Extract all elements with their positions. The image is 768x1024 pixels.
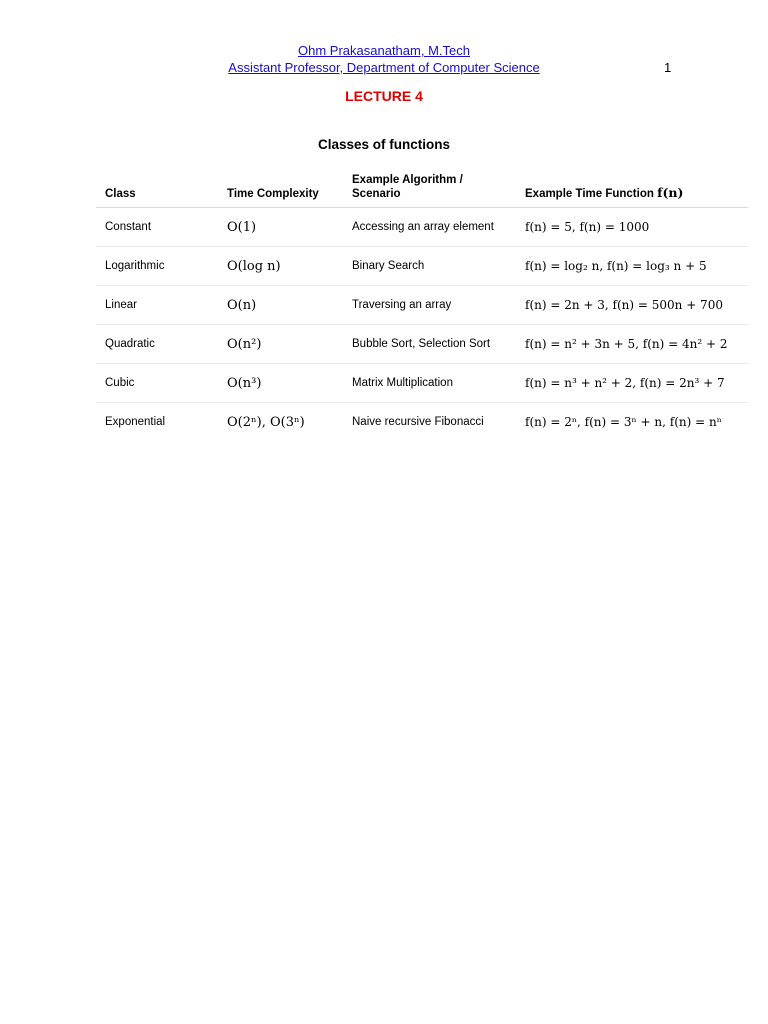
- cell-class: Cubic: [96, 364, 218, 403]
- cell-function: f(n) = 2n + 3, f(n) = 500n + 700: [516, 286, 748, 325]
- cell-class: Logarithmic: [96, 247, 218, 286]
- cell-function: f(n) = 2ⁿ, f(n) = 3ⁿ + n, f(n) = nⁿ: [525, 415, 722, 429]
- affiliation-link-text[interactable]: Assistant Professor, Department of Computer Science: [228, 60, 540, 75]
- cell-function: f(n) = n³ + n² + 2, f(n) = 2n³ + 7: [516, 364, 748, 403]
- column-header-algorithm-line1: Example Algorithm /: [352, 174, 463, 186]
- column-header-class: Class: [96, 168, 218, 208]
- cell-algorithm: Accessing an array element: [343, 208, 516, 247]
- column-header-function-math: f(n): [657, 185, 684, 200]
- cell-algorithm: Matrix Multiplication: [343, 364, 516, 403]
- cell-class: Constant: [96, 208, 218, 247]
- cell-function: f(n) = log₂ n, f(n) = log₃ n + 5: [516, 247, 748, 286]
- cell-class: Quadratic: [96, 325, 218, 364]
- cell-function: f(n) = 5, f(n) = 1000: [516, 208, 748, 247]
- author-link-text[interactable]: Ohm Prakasanatham, M.Tech: [298, 43, 470, 58]
- cell-algorithm: Binary Search: [343, 247, 516, 286]
- table-row: [96, 325, 748, 364]
- table-header-row: [96, 168, 748, 208]
- column-header-algorithm-line2: Scenario: [352, 188, 401, 200]
- functions-table: [96, 168, 748, 441]
- cell-algorithm: Traversing an array: [343, 286, 516, 325]
- table-row: [96, 247, 748, 286]
- table-row: [96, 403, 748, 442]
- cell-complexity: O(log n): [218, 247, 343, 286]
- column-header-algorithm: [343, 168, 516, 208]
- cell-algorithm: Bubble Sort, Selection Sort: [343, 325, 516, 364]
- page-number: 1: [664, 60, 672, 75]
- table-row: [96, 208, 748, 247]
- cell-class: Exponential: [105, 416, 166, 428]
- cell-algorithm: Naive recursive Fibonacci: [352, 416, 484, 428]
- affiliation-link[interactable]: [0, 60, 768, 75]
- cell-complexity: O(n): [218, 286, 343, 325]
- cell-complexity: O(n²): [218, 325, 343, 364]
- cell-class: Linear: [96, 286, 218, 325]
- cell-function: f(n) = n² + 3n + 5, f(n) = 4n² + 2: [516, 325, 748, 364]
- table-row: [96, 364, 748, 403]
- cell-complexity: O(1): [218, 208, 343, 247]
- cell-complexity: O(2ⁿ), O(3ⁿ): [227, 414, 305, 430]
- section-title: Classes of functions: [317, 137, 451, 152]
- author-link[interactable]: [0, 43, 768, 58]
- column-header-function-text: Example Time Function: [525, 188, 654, 200]
- table-row: [96, 286, 748, 325]
- column-header-time-complexity: Time Complexity: [218, 168, 343, 208]
- column-header-function: [516, 168, 748, 208]
- cell-complexity: O(n³): [218, 364, 343, 403]
- lecture-heading: LECTURE 4: [345, 88, 423, 104]
